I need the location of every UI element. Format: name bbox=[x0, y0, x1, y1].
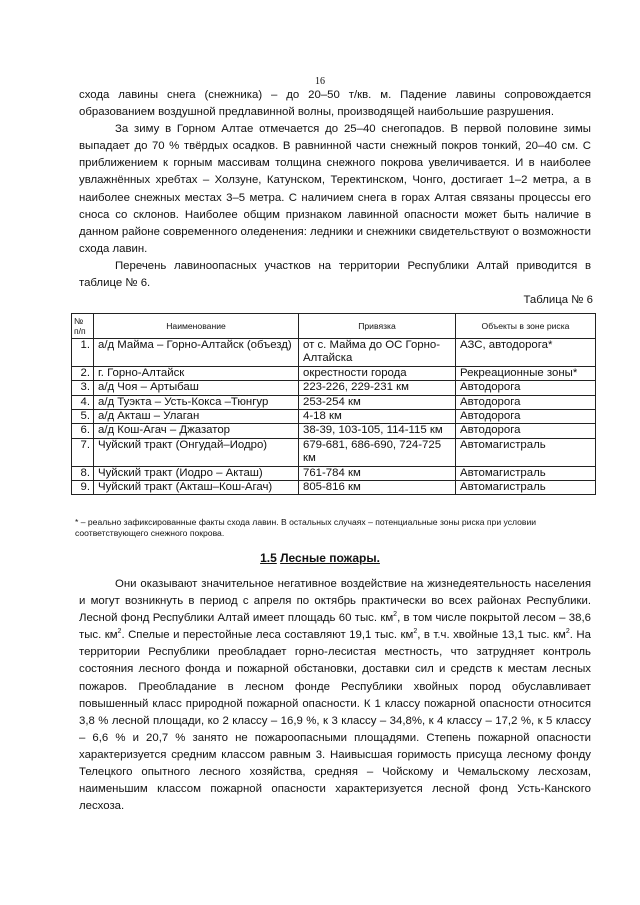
table-row bbox=[72, 466, 596, 480]
row-number: 9. bbox=[72, 481, 94, 495]
row-number: 7. bbox=[72, 438, 94, 466]
table-row bbox=[72, 366, 596, 380]
row-risk-objects: Автодорога bbox=[456, 381, 596, 395]
table-caption: Таблица № 6 bbox=[523, 294, 593, 306]
row-name: а/д Кош-Агач – Джазатор bbox=[94, 424, 299, 438]
row-number: 1. bbox=[72, 339, 94, 367]
row-name: а/д Туэкта – Усть-Кокса –Тюнгур bbox=[94, 395, 299, 409]
paragraph-table-intro: Перечень лавиноопасных участков на территории Республики Алтай приводится в таблице № 6. bbox=[79, 259, 591, 290]
header-number: № п/п bbox=[72, 314, 94, 339]
row-risk-objects: Автодорога bbox=[456, 410, 596, 424]
row-location: 805-816 км bbox=[299, 481, 456, 495]
avalanche-sites-table bbox=[71, 313, 596, 495]
table-footnote: * – реально зафиксированные факты схода лавин. В остальных случаях – потенциальные зоны риска при условии соответствующего снежного покрова. bbox=[75, 517, 537, 538]
row-risk-objects: Автомагистраль bbox=[456, 466, 596, 480]
section-number: 1.5 bbox=[260, 551, 277, 565]
row-name: а/д Майма – Горно-Алтайск (объезд) bbox=[94, 339, 299, 367]
row-number: 4. bbox=[72, 395, 94, 409]
row-risk-objects: Автомагистраль bbox=[456, 438, 596, 466]
superscript-2: 2 bbox=[565, 628, 570, 636]
row-name: г. Горно-Алтайск bbox=[94, 366, 299, 380]
row-location: 253-254 км bbox=[299, 395, 456, 409]
row-location: 223-226, 229-231 км bbox=[299, 381, 456, 395]
row-risk-objects: Автомагистраль bbox=[456, 481, 596, 495]
table-row bbox=[72, 438, 596, 466]
section-title: Лесные пожары. bbox=[280, 551, 380, 565]
row-location: 4-18 км bbox=[299, 410, 456, 424]
header-risk-objects: Объекты в зоне риска bbox=[456, 314, 596, 339]
row-name: а/д Акташ – Улаган bbox=[94, 410, 299, 424]
page-number: 16 bbox=[315, 76, 325, 87]
paragraph-snowfall: За зиму в Горном Алтае отмечается до 25–40 снегопадов. В первой половине зимы выпадает до 70 % твёрдых осадков. В равнинной части снежный покров тонкий, 20–40 см. С приближением к горным массивам толщина снежного покрова увеличивается. И в наиболее увлажнённых хребтах – Холзуне, Катунском, Теректинском, Чонго, достигает 1–2 метра, а в наиболее снежных местах 3–5 метра. С наличием снега в горах Алтая связаны процессы его сноса со склонов. Наиболее общим признаком лавинной опасности может быть наличие в данном районе современного оледенения: ледники и снежники свидетельствуют о возможности схода лавин. bbox=[79, 123, 591, 255]
superscript-2: 2 bbox=[413, 628, 418, 636]
row-location: окрестности города bbox=[299, 366, 456, 380]
top-text-block bbox=[79, 87, 591, 292]
row-risk-objects: Рекреационные зоны* bbox=[456, 366, 596, 380]
header-name: Наименование bbox=[94, 314, 299, 339]
row-risk-objects: АЗС, автодорога* bbox=[456, 339, 596, 367]
row-risk-objects: Автодорога bbox=[456, 424, 596, 438]
row-location: 38-39, 103-105, 114-115 км bbox=[299, 424, 456, 438]
table-row bbox=[72, 339, 596, 367]
table-row bbox=[72, 395, 596, 409]
row-location: от с. Майма до ОС Горно-Алтайска bbox=[299, 339, 456, 367]
table-row bbox=[72, 410, 596, 424]
row-name: Чуйский тракт (Онгудай–Иодро) bbox=[94, 438, 299, 466]
row-number: 3. bbox=[72, 381, 94, 395]
paragraph-continuation: схода лавины снега (снежника) – до 20–50 т/кв. м. Падение лавины сопровождается образованием воздушной предлавинной волны, производящей наибольшие разрушения. bbox=[79, 89, 591, 119]
row-location: 761-784 км bbox=[299, 466, 456, 480]
table-row bbox=[72, 424, 596, 438]
table-row bbox=[72, 381, 596, 395]
superscript-2: 2 bbox=[393, 611, 398, 619]
row-number: 6. bbox=[72, 424, 94, 438]
row-name: Чуйский тракт (Иодро – Акташ) bbox=[94, 466, 299, 480]
table-row bbox=[72, 481, 596, 495]
row-location: 679-681, 686-690, 724-725 км bbox=[299, 438, 456, 466]
row-number: 2. bbox=[72, 366, 94, 380]
row-risk-objects: Автодорога bbox=[456, 395, 596, 409]
row-number: 5. bbox=[72, 410, 94, 424]
forest-fires-text-block bbox=[79, 576, 591, 815]
row-name: а/д Чоя – Артыбаш bbox=[94, 381, 299, 395]
table-header-row bbox=[72, 314, 596, 339]
paragraph-forest-fires: Они оказывают значительное негативное воздействие на жизнедеятельность населения и могут возникнуть в период с апреля по октябрь практически во всех районах Республики. Лесной фонд Республики Алтай имеет площадь 60 тыс. $км^2$, в том числе покрытой лесом – 38,6 тыс. $км^2$. Спелые и перестойные леса составляют 19,1 тыс. $км^2$, в т.ч. хвойные 13,1 тыс. $км^2$. На территории Республики преобладает горно-лесистая местность, что затрудняет контроль состояния лесного фонда и пожарной обстановки, доставки сил и средств к местам лесных пожаров. Преобладание в лесном фонде Республики хвойных пород обуславливает повышенный класс природной пожарной опасности. К 1 классу пожарной опасности относится 3,8 % лесной площади, ко 2 классу – 16,9 %, к 3 классу – 34,8%, к 4 классу – 17,2 %, к 5 классу – 6,6 % и 20,7 % занято не пожароопасными площадями. Степень пожарной опасности характеризуется средним классом равным 3. Наивысшая горимость присуща лесному фонду Телецкого опытного лесного хозяйства, средняя – Чойскому и Чемальскому лесхозам, наименьшим классом пожарной опасности характеризуется лесной фонд Усть-Канского лесхоза. bbox=[79, 578, 591, 813]
row-name: Чуйский тракт (Акташ–Кош-Агач) bbox=[94, 481, 299, 495]
superscript-2: 2 bbox=[117, 628, 122, 636]
header-location: Привязка bbox=[299, 314, 456, 339]
section-heading bbox=[0, 551, 640, 565]
row-number: 8. bbox=[72, 466, 94, 480]
